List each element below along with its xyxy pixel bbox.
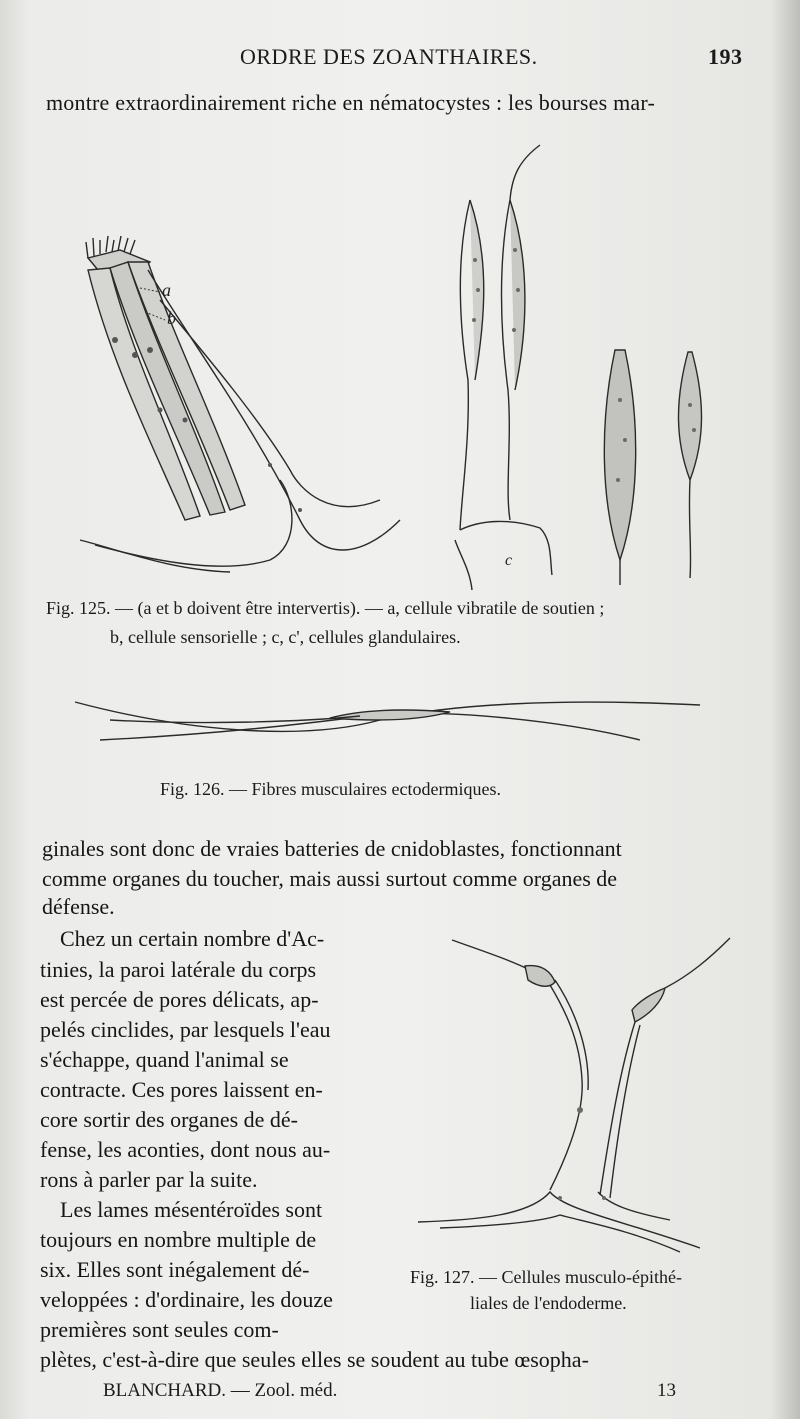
body-line: montre extraordinairement riche en nématocystes : les bourses mar- [46, 90, 655, 115]
page-number: 193 [708, 44, 743, 69]
figure-125-illustration [0, 0, 800, 600]
label-a: a [162, 280, 171, 300]
figure-127-caption-line2: liales de l'endoderme. [470, 1293, 627, 1313]
label-c: c [505, 552, 513, 569]
column-line: six. Elles sont inégalement dé- [40, 1257, 310, 1282]
column-line: s'échappe, quand l'animal se [40, 1047, 289, 1072]
page-footer [0, 1380, 800, 1406]
body-line: plètes, c'est-à-dire que seules elles se soudent au tube œsopha- [40, 1347, 589, 1372]
figure-126-illustration [0, 680, 800, 760]
column-line: veloppées : d'ordinaire, les douze [40, 1287, 333, 1312]
figure-126-caption: Fig. 126. — Fibres musculaires ectodermiques. [160, 779, 501, 799]
column-line: core sortir des organes de dé- [40, 1107, 298, 1132]
column-line: premières sont seules com- [40, 1317, 279, 1342]
column-line: rons à parler par la suite. [40, 1167, 258, 1192]
label-b: b [167, 308, 176, 328]
running-title: ORDRE DES ZOANTHAIRES. [240, 44, 538, 69]
figure-127-caption-line1: Fig. 127. — Cellules musculo-épithé- [410, 1267, 682, 1287]
figure-127-illustration [400, 930, 760, 1260]
column-line: fense, les aconties, dont nous au- [40, 1137, 331, 1162]
footer-signature: 13 [657, 1380, 676, 1401]
column-line: contracte. Ces pores laissent en- [40, 1077, 323, 1102]
figure-125-caption-line2: b, cellule sensorielle ; c, c', cellules glandulaires. [110, 627, 461, 647]
column-line: est percée de pores délicats, ap- [40, 987, 319, 1012]
body-line: défense. [42, 894, 115, 919]
figure-125-caption-line1: Fig. 125. — (a et b doivent être intervertis). — a, cellule vibratile de soutien ; [46, 598, 605, 618]
footer-author: BLANCHARD. — Zool. méd. [103, 1380, 338, 1401]
column-line: toujours en nombre multiple de [40, 1227, 317, 1252]
column-line: Chez un certain nombre d'Ac- [60, 926, 325, 951]
column-line: Les lames mésentéroïdes sont [60, 1197, 323, 1222]
column-line: pelés cinclides, par lesquels l'eau [40, 1017, 331, 1042]
body-line: ginales sont donc de vraies batteries de cnidoblastes, fonctionnant [42, 836, 622, 861]
body-line: comme organes du toucher, mais aussi surtout comme organes de [42, 866, 618, 891]
column-line: tinies, la paroi latérale du corps [40, 957, 317, 982]
